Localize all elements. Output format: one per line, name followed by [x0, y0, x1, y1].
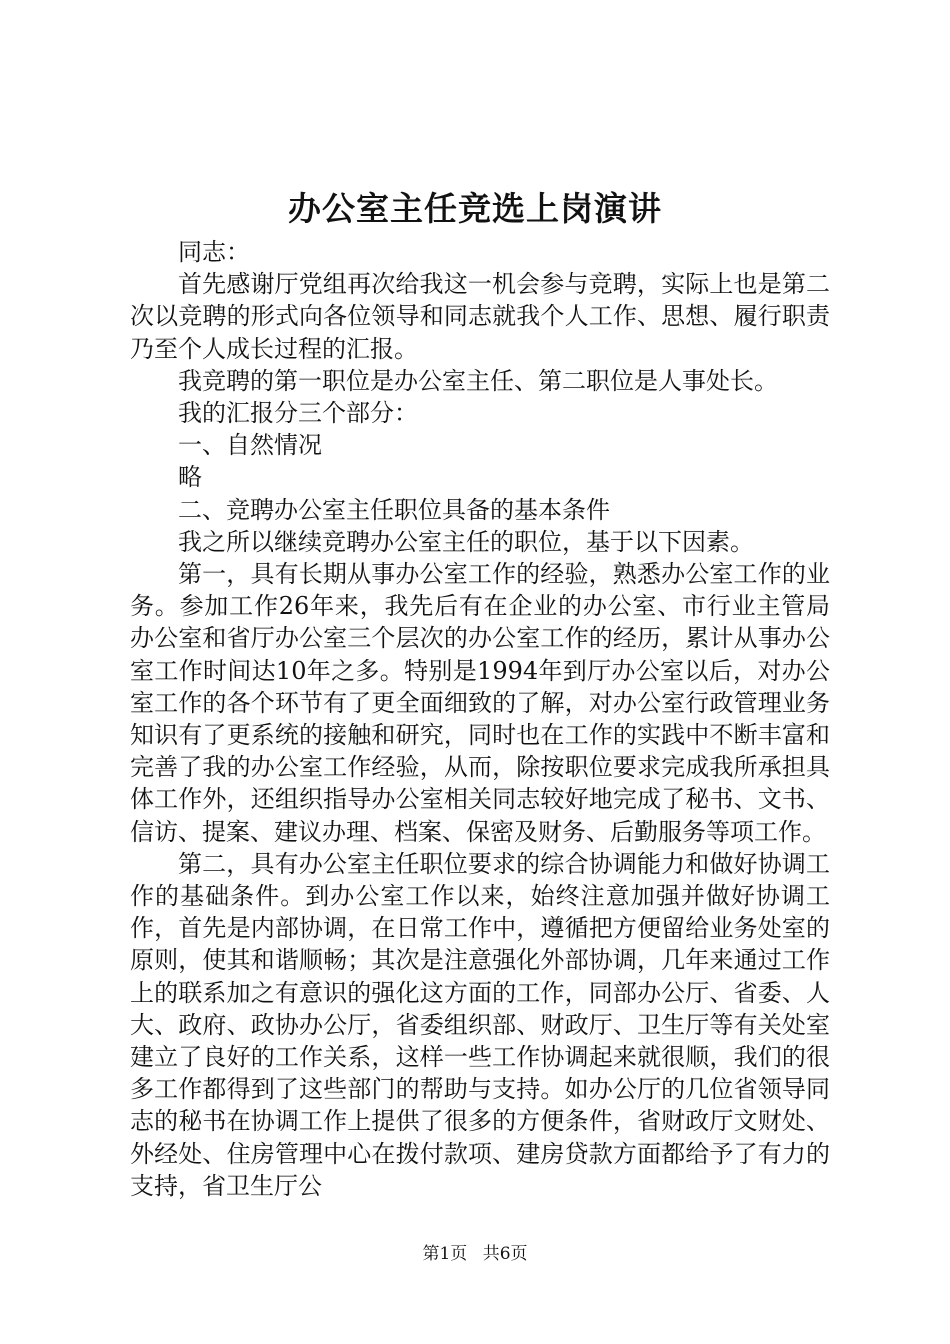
salutation: 同志：: [178, 238, 250, 266]
paragraph-first-reason: 第一，具有长期从事办公室工作的经验，熟悉办公室工作的业务。参加工作26年来，我先后有在企业的办公室、市行业主管局办公室和省厅办公室三个层次的办公室工作的经历，累计从事办公室工作时间达10年之多。特别是1994年到厅办公室以后，对办公室工作的各个环节有了更全面细致的了解，对办公室行政管理业务知识有了更系统的接触和研究，同时也在工作的实践中不断丰富和完善了我的办公室工作经验，从而，除按职位要求完成我所承担具体工作外，还组织指导办公室相关同志较好地完成了秘书、文书、信访、提案、建议办理、档案、保密及财务、后勤服务等项工作。: [130, 560, 830, 846]
paragraph-intro: 首先感谢厅党组再次给我这一机会参与竞聘，实际上也是第二次以竞聘的形式向各位领导和同志就我个人工作、思想、履行职责乃至个人成长过程的汇报。: [130, 270, 830, 363]
page-number: 第1页: [422, 1244, 468, 1264]
page-title: 办公室主任竞选上岗演讲: [288, 189, 662, 228]
page-footer: [0, 1242, 950, 1266]
paragraph-second-reason: 第二，具有办公室主任职位要求的综合协调能力和做好协调工作的基础条件。到办公室工作以来，始终注意加强并做好协调工作，首先是内部协调，在日常工作中，遵循把方便留给业务处室的原则，使其和谐顺畅；其次是注意强化外部协调，几年来通过工作上的联系加之有意识的强化这方面的工作，同部办公厅、省委、人大、政府、政协办公厅，省委组织部、财政厅、卫生厅等有关处室建立了良好的工作关系，这样一些工作协调起来就很顺，我们的很多工作都得到了这些部门的帮助与支持。如办公厅的几位省领导同志的秘书在协调工作上提供了很多的方便条件，省财政厅文财处、外经处、住房管理中心在拨付款项、建房贷款方面都给予了有力的支持，省卫生厅公: [130, 849, 830, 1200]
page-count: 共6页: [482, 1244, 528, 1264]
paragraph-omitted: 略: [178, 463, 202, 492]
paragraph-positions: 我竞聘的第一职位是办公室主任、第二职位是人事处长。: [178, 366, 778, 395]
document-body: [130, 236, 830, 1202]
section-heading-1: 一、自然情况: [178, 431, 322, 460]
section-heading-2: 二、竞聘办公室主任职位具备的基本条件: [178, 495, 610, 524]
paragraph-outline: 我的汇报分三个部分：: [178, 399, 418, 428]
paragraph-reasons: 我之所以继续竞聘办公室主任的职位，基于以下因素。: [178, 527, 754, 556]
